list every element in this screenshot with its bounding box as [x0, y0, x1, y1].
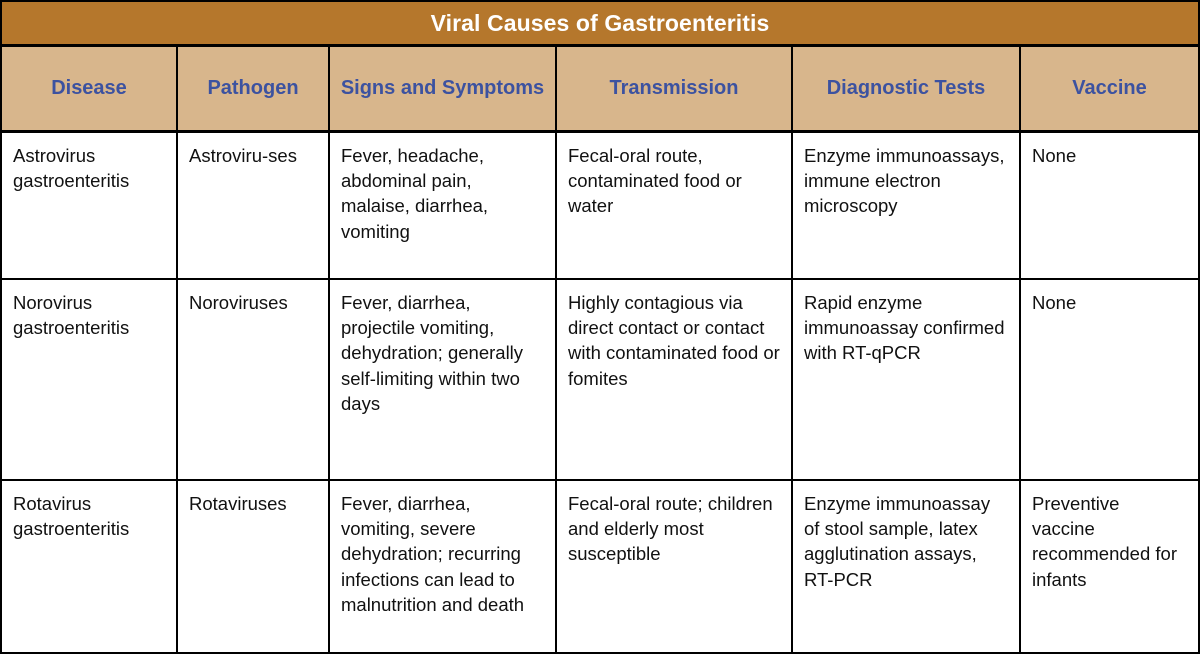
cell-diagnostic-tests — [792, 279, 1020, 480]
cell-text-disease: Norovirus gastroenteritis — [13, 291, 130, 338]
header-row — [2, 47, 1198, 131]
table-row — [2, 480, 1198, 654]
cell-text-vaccine: Preventive vaccine recommended for infants — [1032, 492, 1177, 590]
cell-pathogen — [177, 279, 329, 480]
data-table — [2, 47, 1198, 654]
cell-diagnostic-tests — [792, 480, 1020, 654]
column-header-vaccine: Vaccine — [1020, 47, 1198, 131]
table-row — [2, 279, 1198, 480]
cell-text-transmission: Fecal-oral route, contaminated food or water — [568, 144, 742, 217]
cell-pathogen — [177, 131, 329, 279]
column-header-signs-and-symptoms: Signs and Symptoms — [329, 47, 556, 131]
cell-disease — [2, 131, 177, 279]
column-header-diagnostic-tests: Diagnostic Tests — [792, 47, 1020, 131]
table-title: Viral Causes of Gastroenteritis — [2, 2, 1198, 47]
table-header — [2, 47, 1198, 131]
cell-text-diagnostic-tests: Rapid enzyme immunoassay confirmed with RT-qPCR — [804, 291, 1005, 364]
cell-transmission — [556, 279, 792, 480]
cell-diagnostic-tests — [792, 131, 1020, 279]
cell-text-diagnostic-tests: Enzyme immunoassays, immune electron microscopy — [804, 144, 1005, 217]
cell-text-transmission: Highly contagious via direct contact or contact with contaminated food or fomites — [568, 291, 780, 389]
cell-signs-and-symptoms — [329, 131, 556, 279]
cell-text-disease: Astrovirus gastroenteritis — [13, 144, 130, 191]
cell-transmission — [556, 131, 792, 279]
table-body — [2, 131, 1198, 654]
cell-vaccine — [1020, 480, 1198, 654]
cell-text-pathogen: Astroviru-ses — [189, 144, 297, 166]
cell-transmission — [556, 480, 792, 654]
cell-pathogen — [177, 480, 329, 654]
cell-disease — [2, 480, 177, 654]
cell-text-pathogen: Noroviruses — [189, 291, 288, 313]
cell-text-pathogen: Rotaviruses — [189, 492, 287, 514]
column-header-pathogen: Pathogen — [177, 47, 329, 131]
column-header-disease: Disease — [2, 47, 177, 131]
cell-vaccine — [1020, 279, 1198, 480]
cell-signs-and-symptoms — [329, 480, 556, 654]
cell-vaccine — [1020, 131, 1198, 279]
column-header-transmission: Transmission — [556, 47, 792, 131]
cell-text-vaccine: None — [1032, 144, 1077, 166]
cell-text-diagnostic-tests: Enzyme immunoassay of stool sample, latex agglutination assays, RT-PCR — [804, 492, 991, 590]
cell-disease — [2, 279, 177, 480]
cell-text-transmission: Fecal-oral route; children and elderly most susceptible — [568, 492, 773, 565]
cell-text-disease: Rotavirus gastroenteritis — [13, 492, 130, 539]
cell-text-vaccine: None — [1032, 291, 1077, 313]
cell-signs-and-symptoms — [329, 279, 556, 480]
cell-text-signs-and-symptoms: Fever, diarrhea, vomiting, severe dehydration; recurring infections can lead to malnutrition and death — [341, 492, 525, 615]
cell-text-signs-and-symptoms: Fever, diarrhea, projectile vomiting, dehydration; generally self-limiting within two days — [341, 291, 524, 414]
cell-text-signs-and-symptoms: Fever, headache, abdominal pain, malaise, diarrhea, vomiting — [341, 144, 489, 242]
table-row — [2, 131, 1198, 279]
